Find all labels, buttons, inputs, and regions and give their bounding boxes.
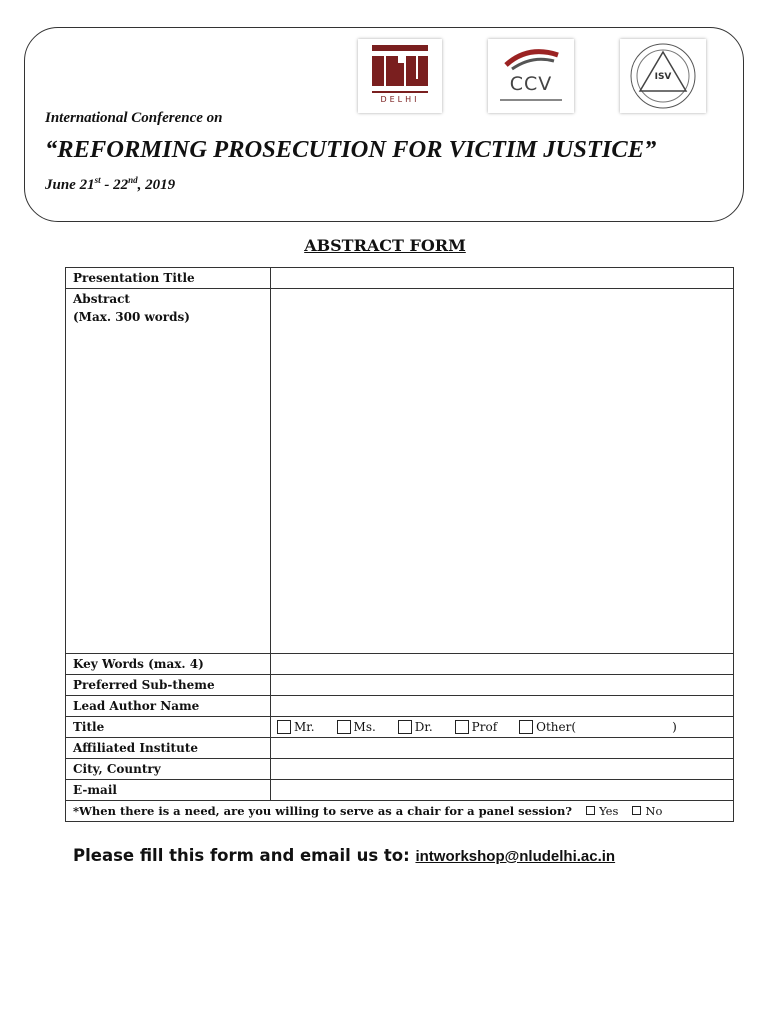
abstract-form-table: [65, 267, 734, 822]
ccv-logo-text: CCV: [509, 73, 553, 95]
field-keywords[interactable]: [271, 654, 734, 675]
conference-title: “REFORMING PROSECUTION FOR VICTIM JUSTICE”: [45, 136, 657, 163]
submission-note-text: Please fill this form and email us to:: [73, 846, 410, 865]
isv-logo: [620, 39, 706, 113]
label-keywords: Key Words (max. 4): [66, 654, 271, 675]
label-abstract-line1: Abstract: [73, 292, 130, 306]
label-lead-author: Lead Author Name: [66, 696, 271, 717]
field-email[interactable]: [271, 780, 734, 801]
field-lead-author[interactable]: [271, 696, 734, 717]
conference-date: June 21st - 22nd, 2019: [45, 175, 176, 193]
row-sub-theme: [66, 675, 734, 696]
chair-question-text: *When there is a need, are you willing to serve as a chair for a panel session?: [73, 804, 573, 818]
nlu-logo-text: DELHI: [380, 95, 420, 104]
title-option-dr[interactable]: Dr.: [398, 718, 433, 736]
checkbox-dr[interactable]: [398, 720, 412, 734]
label-abstract-line2: (Max. 300 words): [73, 310, 190, 324]
conference-intro: International Conference on: [45, 110, 223, 126]
row-title: [66, 717, 734, 738]
title-option-prof[interactable]: Prof: [455, 718, 497, 736]
field-presentation-title[interactable]: [271, 268, 734, 289]
checkbox-other[interactable]: [519, 720, 533, 734]
row-abstract: [66, 289, 734, 654]
ccv-logo: [488, 39, 574, 113]
submission-email-link[interactable]: intworkshop@nludelhi.ac.in: [415, 848, 616, 865]
title-option-other[interactable]: Other(: [519, 718, 576, 736]
checkbox-no[interactable]: [632, 806, 641, 815]
field-affiliated-institute[interactable]: [271, 738, 734, 759]
row-city-country: [66, 759, 734, 780]
checkbox-prof[interactable]: [455, 720, 469, 734]
chair-option-no[interactable]: No: [632, 804, 662, 818]
row-presentation-title: [66, 268, 734, 289]
field-city-country[interactable]: [271, 759, 734, 780]
checkbox-ms[interactable]: [337, 720, 351, 734]
label-presentation-title: Presentation Title: [66, 268, 271, 289]
row-lead-author: [66, 696, 734, 717]
label-affiliated-institute: Affiliated Institute: [66, 738, 271, 759]
nlu-delhi-logo: [358, 39, 442, 113]
form-heading: ABSTRACT FORM: [304, 236, 466, 255]
chair-option-yes[interactable]: Yes: [586, 804, 618, 818]
field-title-options: [271, 717, 734, 738]
label-city-country: City, Country: [66, 759, 271, 780]
checkbox-mr[interactable]: [277, 720, 291, 734]
title-option-ms[interactable]: Ms.: [337, 718, 376, 736]
title-option-mr[interactable]: Mr.: [277, 718, 315, 736]
submission-note: [73, 846, 615, 865]
row-email: [66, 780, 734, 801]
other-close-paren: ): [672, 720, 677, 734]
label-sub-theme: Preferred Sub-theme: [66, 675, 271, 696]
label-abstract: [66, 289, 271, 654]
label-title: Title: [66, 717, 271, 738]
row-chair-question: [66, 801, 734, 822]
isv-logo-text: ISV: [654, 72, 672, 82]
chair-question-cell: [66, 801, 734, 822]
field-sub-theme[interactable]: [271, 675, 734, 696]
row-affiliated-institute: [66, 738, 734, 759]
checkbox-yes[interactable]: [586, 806, 595, 815]
field-abstract[interactable]: [271, 289, 734, 654]
row-keywords: [66, 654, 734, 675]
conference-banner: [24, 27, 744, 222]
label-email: E-mail: [66, 780, 271, 801]
